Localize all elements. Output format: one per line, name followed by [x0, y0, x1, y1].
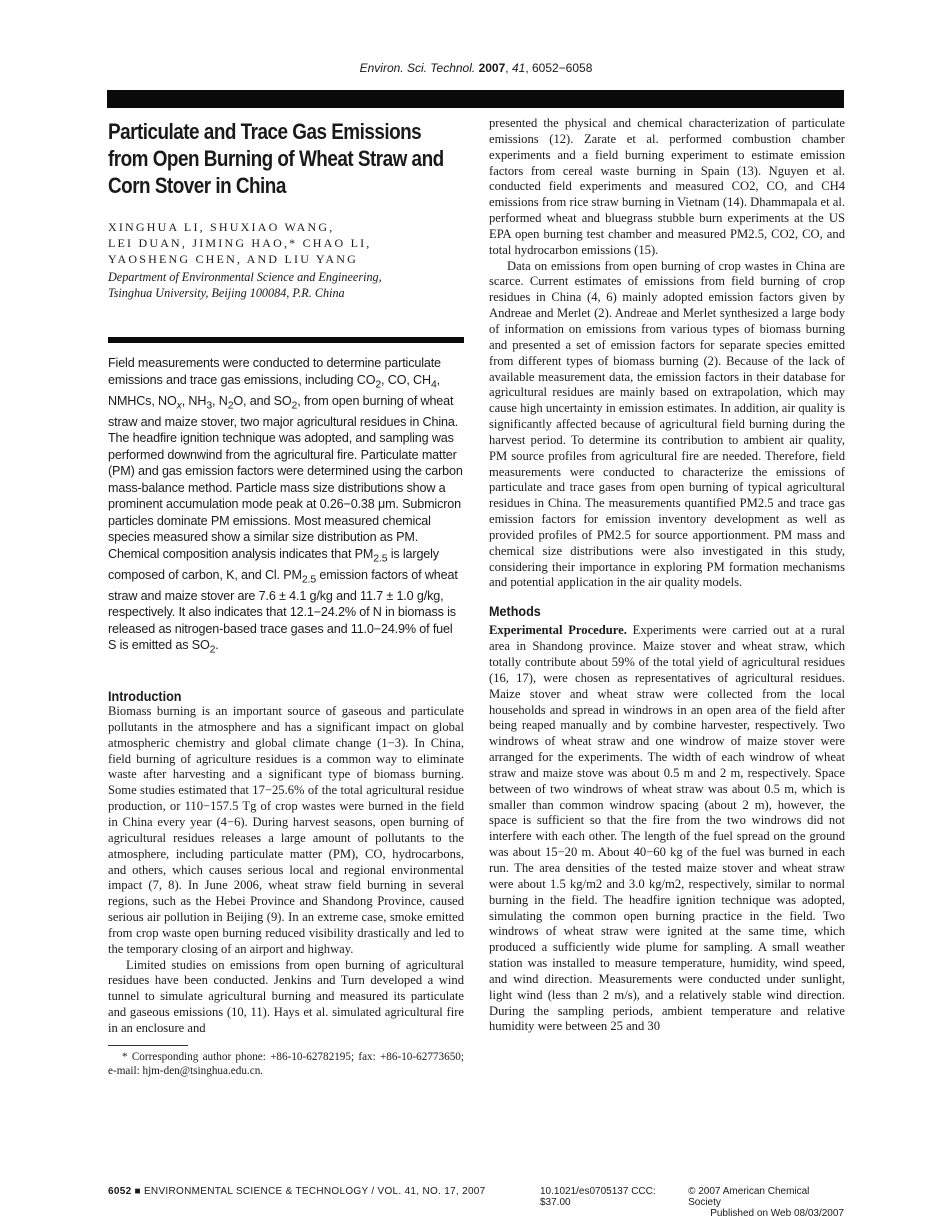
journal-name: Environ. Sci. Technol.	[359, 61, 476, 75]
author-line: LEI DUAN, JIMING HAO,* CHAO LI,	[108, 236, 372, 250]
copyright: © 2007 American Chemical Society	[688, 1186, 810, 1208]
footer-left: 6052 ■ ENVIRONMENTAL SCIENCE & TECHNOLOGY / VOL. 41, NO. 17, 2007	[108, 1186, 486, 1197]
introduction-body	[108, 704, 464, 1037]
published-date: Published on Web 08/03/2007	[710, 1208, 844, 1219]
paragraph: Experimental Procedure. Experiments were carried out at a rural area in Shandong province. Maize stover and wheat straw, which totally contribute about 59% of the total yield of agricultural residues (16, 17), were chosen as representatives of agricultural residues. Maize stover and wheat straw were collected from the local households and spread in windrows in an open area of the field after being reaped manually and by combine harvester, respectively. Two windrows of wheat straw and one windrow of maize stover were arranged for the experiments. The width of each windrow of wheat straw and maize stove was about 0.5 m and 2 m, respectively. Space between of two windrows of wheat straw was about 0.5 m, which is smaller than common windrow spacing (about 2 m), however, the space is sufficient so that the fire from the two windrows did not interfere with each other. The length of the fuel spread on the ground was about 15−20 m. About 40−60 kg of the fuel was burned in each run. The area densities of the tested maize stover and wheat straw were about 1.5 kg/m2 and 3.0 kg/m2, respectively, similar to normal burning in the field. The headfire ignition technique was adopted, simulating the common open burning practice in the field. Two windrows of wheat straw were ignited at the same time, which produced a sufficiently wide plume for sampling. A small weather station was installed to measure temperature, humidity, wind speed, and wind direction. Measurements were conducted under sunlight, light wind (less than 2 m/s), and a relatively stable wind direction. During the sampling periods, ambient temperature and relative humidity were between 25 and 30	[489, 623, 846, 1034]
corresponding-author-footnote: * Corresponding author phone: +86-10-62782195; fax: +86-10-62773650; e-mail: hjm-den@tsinghua.edu.cn.	[108, 1050, 464, 1077]
left-column	[108, 116, 464, 1078]
paragraph: presented the physical and chemical characterization of particulate emissions (12). Zarate et al. performed combustion chamber experiments and a field burning experiment to estimate emission factors from cereal waste burning in Spain (13). Nguyen et al. conducted field experiments and measured CO2, CO, and CH4 emissions from rice straw burning in Vietnam (14). Dhammapala et al. performed wheat and bluegrass stubble burn experiments at the US EPA open burning test chamber and measured PM2.5, CO2, CO, and total hydrocarbon emissions (15).	[489, 116, 845, 257]
footer-right	[540, 1186, 844, 1219]
affiliation	[108, 269, 464, 301]
doi: 10.1021/es0705137 CCC: $37.00	[540, 1186, 656, 1208]
author-line: XINGHUA LI, SHUXIAO WANG,	[108, 220, 335, 234]
footer-journal: ENVIRONMENTAL SCIENCE & TECHNOLOGY / VOL. 41, NO. 17, 2007	[143, 1186, 486, 1197]
abstract-rule	[108, 337, 464, 343]
run-in-heading: Experimental Procedure.	[489, 623, 627, 638]
methods-body	[489, 623, 845, 1035]
paragraph: Limited studies on emissions from open burning of agricultural residues have been conducted. Jenkins and Turn developed a wind tunnel to simulate agricultural burning and measured its particulate and gaseous emissions (10, 11). Hays et al. simulated agricultural fire in an enclosure and	[108, 957, 464, 1035]
journal-pages: , 6052−6058	[525, 61, 593, 75]
page-number: 6052	[108, 1186, 132, 1197]
methods-heading: Methods	[489, 603, 541, 620]
journal-volume: 41	[511, 61, 526, 75]
author-line: YAOSHENG CHEN, AND LIU YANG	[108, 252, 358, 266]
article-title: Particulate and Trace Gas Emissions from Open Burning of Wheat Straw and Corn Stover in China	[108, 119, 444, 198]
running-head: Environ. Sci. Technol. 2007, 41, 6052−6058	[359, 61, 593, 75]
footnote-rule	[108, 1045, 188, 1046]
header-bar	[107, 90, 844, 108]
introduction-heading: Introduction	[108, 688, 182, 705]
journal-year: 2007	[478, 61, 506, 75]
abstract: Field measurements were conducted to determine particulate emissions and trace gas emissions, including $CO_2$, CO, $CH_4$, NMHCs, $NO_x$, $NH_3$, $N_2O$, and $SO_2$, from open burning of wheat straw and maize stover, two major agricultural residues in China. The headfire ignition technique was adopted, and sampling was performed downwind from the agricultural fire. Particulate matter (PM) and gas emission factors were determined using the carbon mass-balance method. Particle mass size distributions show a prominent accumulation mode peak at 0.26−0.38 μm. Submicron particles dominate PM emissions. Most measured chemical species measured show a similar size distribution as PM. Chemical composition analysis indicates that $PM_{2.5}$ is largely composed of carbon, K, and Cl. $PM_{2.5}$ emission factors of wheat straw and maize stover are 7.6 ± 4.1 g/kg and 11.7 ± 1.0 g/kg, respectively. It also indicates that 12.1−24.2% of N in biomass is released as nitrogen-based trace gases and 11.0−24.9% of fuel S is emitted as $SO_2$.	[108, 356, 463, 656]
paragraph: Data on emissions from open burning of crop wastes in China are scarce. Current estimates of emissions from field burning of crop residues in China (4, 6) mainly adopted emission factors given by Andreae and Merlet (2). Andreae and Merlet synthesized a large body of information on emissions from various types of biomass burning and presented a set of emission factors for separate species emitted from different types of biomass burning (2). Because of the lack of available measurement data, the emission factors in their database for agricultural residues are mainly based on extrapolation, which may cause high uncertainty in emission estimates. In addition, air quality is significantly affected because of agricultural field burning during the harvest period. To determine its contribution to ambient air quality, PM source profiles from agricultural fire are needed. Therefore, field measurements were conducted to characterize the emissions of particulate and trace gases from open burning of typical agricultural residues in China. The measurements quantified PM2.5 and trace gas emission factors for emission inventory development as well as provided profiles of PM2.5 for source apportionment. PM mass and chemical size distributions were also investigated in this study, considering their importance in exploring PM formation mechanisms and potential application in the air quality models.	[489, 258, 845, 590]
right-body	[489, 116, 845, 591]
right-column	[489, 116, 845, 1035]
author-list	[108, 219, 464, 267]
paragraph: Biomass burning is an important source of gaseous and particulate pollutants in the atmosphere and has a significant impact on global atmospheric chemistry and global climate change (1−3). In China, field burning of agriculture residues is a common way to eliminate waste after harvesting and a significant type of biomass burning. Some studies estimated that 17−25.6% of the total agricultural residue production, or 110−157.5 Tg of crop wastes were burned in the field in China every year (4−6). During harvest seasons, open burning of agricultural residues releases a large amount of pollutants to the atmosphere, including particulate matter (PM), CO, hydrocarbons, and others, which causes serious local and regional environmental impact (7, 8). In June 2006, wheat straw field burning in several regions, such as the Hebei Province and Shandong Province, caused serious air pollution in Beijing (9). In an extreme case, smoke emitted from crop waste open burning reduced visibility drastically and led to the temporary closing of an airport and highway.	[108, 704, 464, 956]
affiliation-line: Department of Environmental Science and Engineering,	[108, 270, 382, 284]
affiliation-line: Tsinghua University, Beijing 100084, P.R. China	[108, 286, 345, 300]
